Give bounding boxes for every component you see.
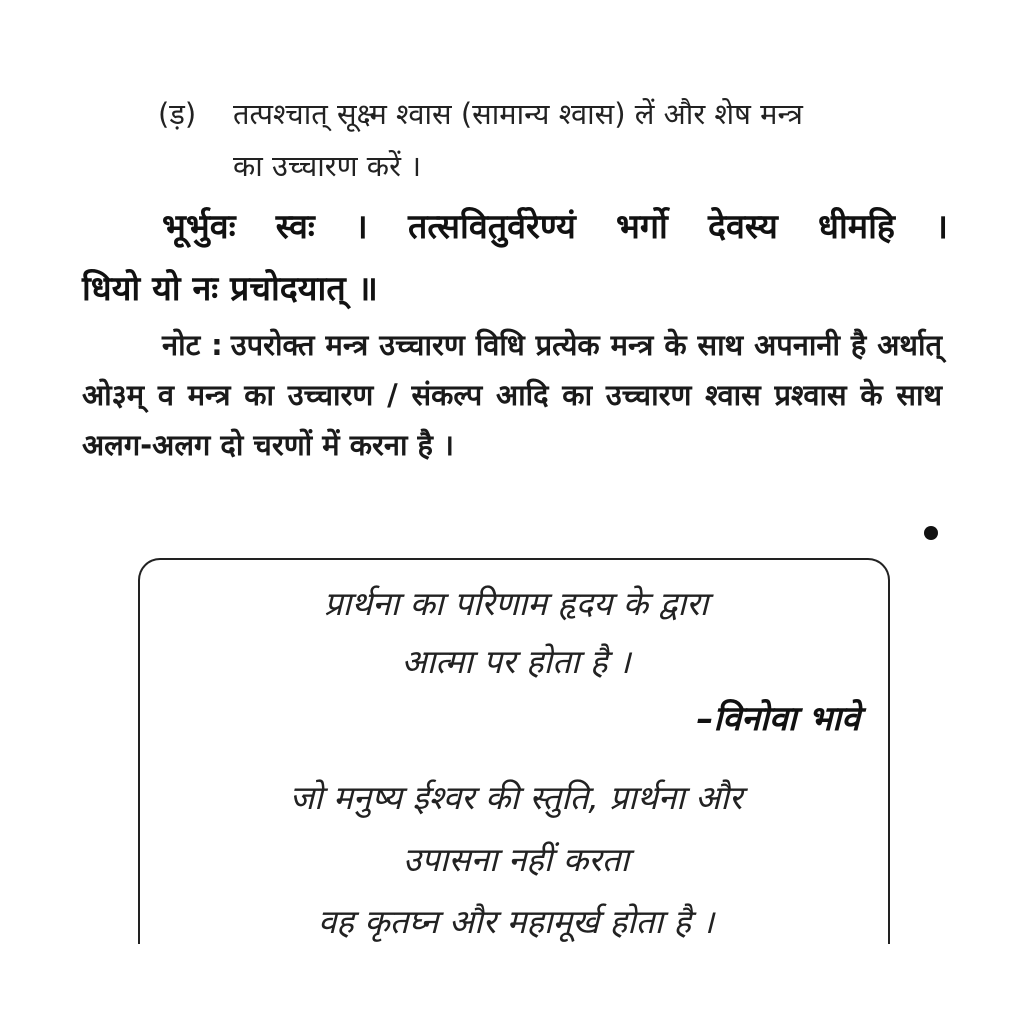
bullet-dot-icon xyxy=(924,526,938,540)
quote-line-2: आत्मा पर होता है । xyxy=(401,642,631,681)
mantra-line-2: धियो यो नः प्रचोदयात् ॥ xyxy=(82,269,378,309)
step-line-2: का उच्चारण करें । xyxy=(233,149,422,183)
quote-line-5: वह कृतघ्न और महामूर्ख होता है । xyxy=(317,902,715,941)
note-text: उपरोक्त मन्त्र उच्चारण विधि प्रत्येक मन्त्र के साथ अपनानी है अर्थात् ओ३म् व मन्त्र का उच्चारण / संकल्प आदि का उच्चारण श्वास प्रश्वास के साथ अलग-अलग दो चरणों में करना है । xyxy=(82,328,942,462)
step-line-1: तत्पश्चात् सूक्ष्म श्वास (सामान्य श्वास) लें और शेष मन्त्र xyxy=(233,97,803,131)
note-label: नोट : xyxy=(162,328,223,362)
step-text xyxy=(233,88,948,192)
note-paragraph xyxy=(82,320,942,470)
step-marker: (ड़) xyxy=(158,97,197,131)
page-bottom-margin xyxy=(0,944,1024,1024)
quote-line-1: प्रार्थना का परिणाम हृदय के द्वारा xyxy=(323,584,709,623)
gayatri-mantra xyxy=(82,196,948,320)
quote-line-3: जो मनुष्य ईश्वर की स्तुति, प्रार्थना और xyxy=(289,778,743,817)
quote-box xyxy=(138,558,890,998)
mantra-line-1: भूर्भुवः स्वः । तत्सवितुर्वरेण्यं भर्गो देवस्य धीमहि । xyxy=(162,207,948,247)
quote-line-4: उपासना नहीं करता xyxy=(402,840,630,879)
quote-author: –विनोवा भावे xyxy=(696,699,860,739)
step-instruction xyxy=(158,88,948,192)
